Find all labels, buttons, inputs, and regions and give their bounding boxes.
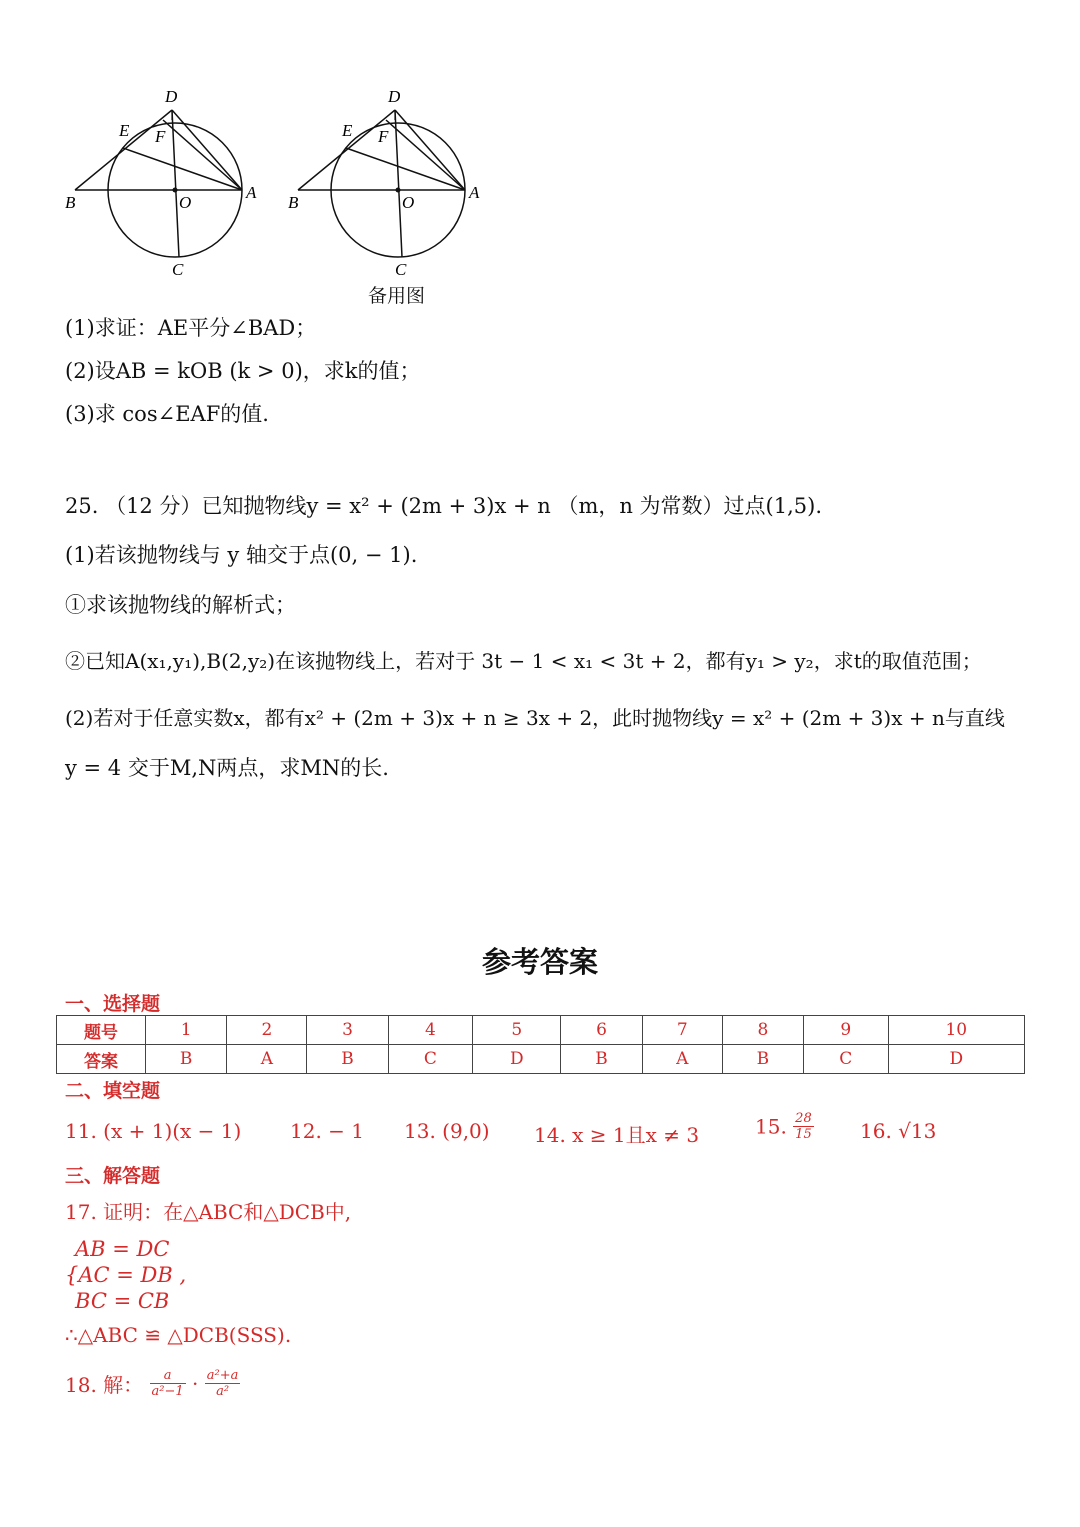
table-cell: C bbox=[388, 1045, 472, 1074]
svg-text:A: A bbox=[469, 183, 480, 202]
section-solution: 三、解答题 bbox=[65, 1165, 161, 1187]
table-row-answers bbox=[57, 1045, 1025, 1074]
answer-12: 12. − 1 bbox=[290, 1119, 365, 1143]
geometry-figure-main bbox=[55, 80, 275, 280]
table-cell: 8 bbox=[722, 1016, 803, 1045]
fraction-denominator: 15 bbox=[795, 1127, 812, 1142]
figure-caption: 备用图 bbox=[368, 285, 426, 307]
fraction-denominator: a² bbox=[216, 1384, 230, 1399]
answer-11: 11. (x + 1)(x − 1) bbox=[65, 1119, 242, 1143]
svg-text:F: F bbox=[155, 127, 166, 146]
fraction-denominator: a²−1 bbox=[151, 1384, 184, 1399]
svg-text:D: D bbox=[165, 87, 178, 106]
answer-13: 13. (9,0) bbox=[404, 1119, 490, 1143]
svg-text:A: A bbox=[246, 183, 257, 202]
answer-15-fraction bbox=[793, 1111, 814, 1142]
fraction-numerator: 28 bbox=[795, 1111, 812, 1126]
table-cell: 4 bbox=[388, 1016, 472, 1045]
header-question-number: 题号 bbox=[57, 1016, 146, 1045]
q25-part2-line1: (2)若对于任意实数x，都有x² + (2m + 3)x + n ≥ 3x + 2，此时抛物线y = x² + (2m + 3)x + n与直线 bbox=[65, 706, 1005, 730]
choice-answer-table bbox=[56, 1015, 1025, 1074]
svg-text:F: F bbox=[378, 127, 389, 146]
table-cell: A bbox=[227, 1045, 307, 1074]
section-choice: 一、选择题 bbox=[65, 993, 161, 1015]
fraction-numerator: a bbox=[150, 1368, 186, 1384]
table-cell: 7 bbox=[642, 1016, 722, 1045]
svg-text:B: B bbox=[288, 193, 299, 212]
svg-text:D: D bbox=[388, 87, 401, 106]
q17-eq2: {AC = DB , bbox=[65, 1263, 187, 1287]
answers-title: 参考答案 bbox=[481, 945, 598, 979]
answer-16: 16. √13 bbox=[860, 1119, 937, 1143]
table-row-numbers bbox=[57, 1016, 1025, 1045]
answer-14: 14. x ≥ 1且x ≠ 3 bbox=[534, 1123, 700, 1147]
q25-sub1: ①求该抛物线的解析式； bbox=[65, 593, 296, 617]
q17-conclusion: ∴△ABC ≌ △DCB(SSS). bbox=[65, 1323, 292, 1347]
section-fill: 二、填空题 bbox=[65, 1080, 161, 1102]
table-cell: 5 bbox=[473, 1016, 561, 1045]
q18 bbox=[65, 1368, 240, 1399]
table-cell: 9 bbox=[804, 1016, 888, 1045]
table-cell: D bbox=[888, 1045, 1024, 1074]
q17-equation-system bbox=[65, 1236, 186, 1314]
table-cell: 3 bbox=[307, 1016, 388, 1045]
geometry-figure-spare bbox=[278, 80, 498, 280]
q25-sub2: ②已知A(x₁,y₁),B(2,y₂)在该抛物线上，若对于 3t − 1 < x₁ < 3t + 2，都有y₁ > y₂，求t的取值范围； bbox=[65, 649, 982, 673]
q25-stem: 25. （12 分）已知抛物线y = x² + (2m + 3)x + n （m，n 为常数）过点(1,5). bbox=[65, 494, 823, 518]
fraction-numerator: a²+a bbox=[206, 1368, 239, 1383]
q17-eq3: BC = CB bbox=[75, 1289, 170, 1313]
svg-text:O: O bbox=[179, 193, 192, 212]
q25-part2-line2: y = 4 交于M,N两点，求MN的长. bbox=[65, 756, 389, 780]
q17-intro: 17. 证明：在△ABC和△DCB中, bbox=[65, 1200, 352, 1224]
table-cell: 10 bbox=[888, 1016, 1024, 1045]
q24-part3: (3)求 cos∠EAF的值. bbox=[65, 402, 269, 426]
table-cell: B bbox=[307, 1045, 388, 1074]
q17-eq1: AB = DC bbox=[75, 1237, 170, 1261]
q18-fraction-2 bbox=[205, 1368, 241, 1399]
table-cell: A bbox=[642, 1045, 722, 1074]
q18-fraction-1 bbox=[150, 1368, 186, 1399]
q24-part1: (1)求证：AE平分∠BAD； bbox=[65, 316, 317, 340]
q18-label: 18. 解： bbox=[65, 1373, 144, 1397]
table-cell: 1 bbox=[146, 1016, 227, 1045]
svg-text:O: O bbox=[402, 193, 415, 212]
answer-15-label: 15. bbox=[755, 1114, 787, 1139]
q25-part1: (1)若该抛物线与 y 轴交于点(0, − 1). bbox=[65, 543, 418, 567]
svg-text:C: C bbox=[172, 260, 184, 279]
table-cell: B bbox=[146, 1045, 227, 1074]
answer-15 bbox=[755, 1111, 814, 1142]
svg-text:E: E bbox=[342, 121, 353, 140]
table-cell: 6 bbox=[561, 1016, 642, 1045]
multiply-dot: · bbox=[192, 1371, 199, 1396]
svg-text:C: C bbox=[395, 260, 407, 279]
q24-part2: (2)设AB = kOB (k > 0)，求k的值； bbox=[65, 359, 421, 383]
table-cell: 2 bbox=[227, 1016, 307, 1045]
table-cell: D bbox=[473, 1045, 561, 1074]
header-answer: 答案 bbox=[57, 1045, 146, 1074]
svg-text:E: E bbox=[119, 121, 130, 140]
svg-text:B: B bbox=[65, 193, 76, 212]
table-cell: B bbox=[722, 1045, 803, 1074]
table-cell: B bbox=[561, 1045, 642, 1074]
table-cell: C bbox=[804, 1045, 888, 1074]
